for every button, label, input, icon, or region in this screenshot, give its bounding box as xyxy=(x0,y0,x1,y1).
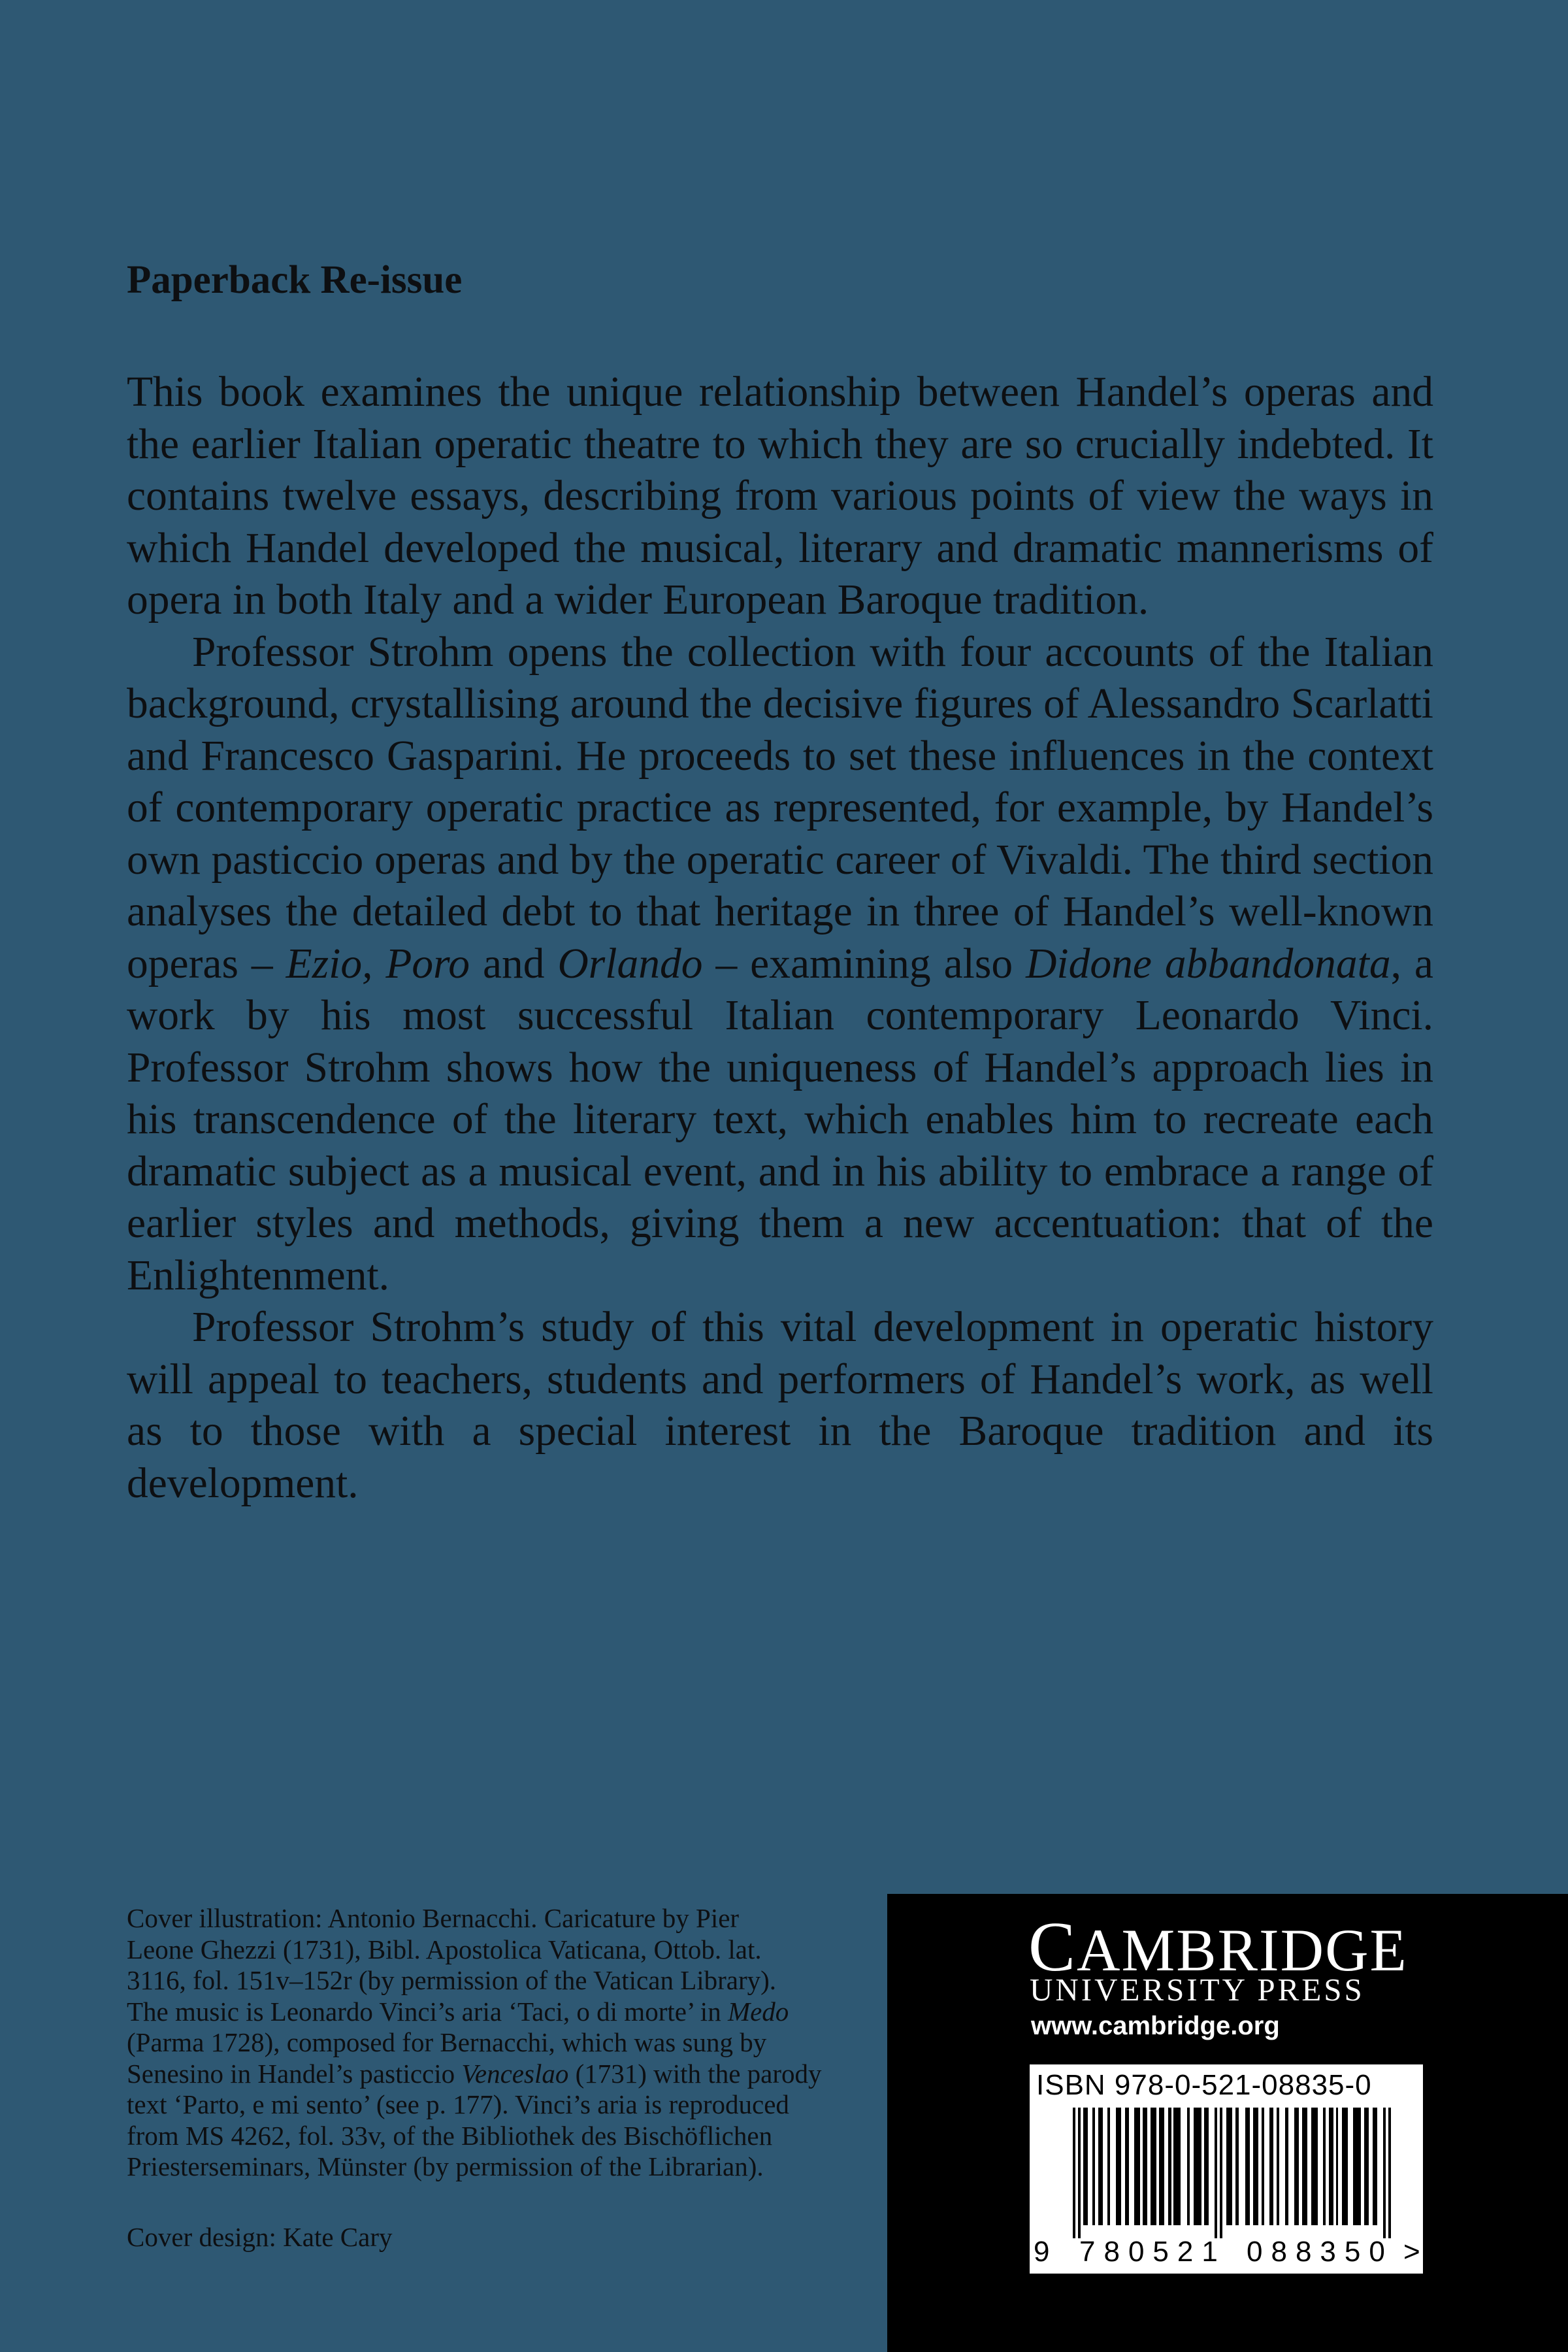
barcode-bar xyxy=(1373,2108,1377,2225)
barcode-bar xyxy=(1092,2108,1095,2225)
barcode-bar xyxy=(1159,2108,1164,2225)
barcode-bar xyxy=(1168,2108,1171,2225)
barcode-bar xyxy=(1125,2108,1129,2225)
barcode-bar xyxy=(1226,2108,1232,2225)
barcode-bar xyxy=(1143,2108,1147,2225)
barcode-bar xyxy=(1215,2108,1217,2238)
barcode-bar xyxy=(1311,2108,1318,2225)
barcode-bar xyxy=(1253,2108,1258,2225)
publisher-url: www.cambridge.org xyxy=(1031,2012,1280,2040)
section-heading: Paperback Re-issue xyxy=(127,258,463,302)
cover-design-credit: Cover design: Kate Cary xyxy=(127,2222,393,2252)
barcode-bar xyxy=(1194,2108,1201,2225)
description-paragraph-1: This book examines the unique relationship between Handel’s operas and the earlier Italian operatic theatre to which they are so crucially indebted. It contains twelve essays, describing from various points of view the ways in which Handel developed the musical, literary and dramatic mannerisms of opera in both Italy and a wider European Baroque tradition. xyxy=(127,369,1433,623)
barcode-bar xyxy=(1342,2108,1348,2225)
barcode-bar xyxy=(1098,2108,1103,2225)
barcode-bar xyxy=(1262,2108,1264,2225)
barcode-bar xyxy=(1204,2108,1209,2225)
barcode-bar xyxy=(1285,2108,1288,2225)
barcode-bar xyxy=(1078,2108,1081,2238)
isbn-number: ISBN 978-0-521-08835-0 xyxy=(1036,2069,1372,2101)
barcode-bar xyxy=(1329,2108,1333,2225)
barcode-bar xyxy=(1302,2108,1307,2225)
barcode-bar xyxy=(1220,2108,1222,2238)
barcode-bar xyxy=(1134,2108,1140,2225)
barcode-bar xyxy=(1173,2108,1181,2225)
barcode-bar xyxy=(1269,2108,1273,2225)
cover-illustration-credits: Cover illustration: Antonio Bernacchi. Caricature by Pier Leone Ghezzi (1731), Bibl. Apostolica Vaticana, Ottob. lat. 3116, fol. 151v–152r (by permission of the Vatican Library). The music is Leonardo Vinci’s aria ‘Taci, o di morte’ in Medo (Parma 1728), composed for Bernacchi, which was sung by Senesino in Handel’s pasticcio Venceslao (1731) with the parody text ‘Parto, e mi sento’ (see p. 177). Vinci’s aria is reproduced from MS 4262, fol. 33v, of the Bibliothek des Bischöflichen Priesterseminars, Münster (by permission of the Librarian). xyxy=(127,1903,822,2181)
publisher-subtitle: UNIVERSITY PRESS xyxy=(1030,1972,1365,2008)
isbn-barcode: ISBN 978-0-521-08835-0 9 780521 088350 > xyxy=(1030,2064,1423,2274)
barcode-bar xyxy=(1364,2108,1369,2225)
barcode-bar xyxy=(1383,2108,1386,2238)
barcode-bar xyxy=(1294,2108,1299,2225)
barcode-bar xyxy=(1336,2108,1338,2225)
barcode-bar xyxy=(1073,2108,1075,2238)
barcode-bar xyxy=(1187,2108,1190,2225)
barcode-bar xyxy=(1245,2108,1250,2225)
barcode-bar xyxy=(1353,2108,1361,2225)
barcode-bar xyxy=(1277,2108,1279,2225)
description-paragraph-2: Professor Strohm opens the collection with four accounts of the Italian background, crystallising around the decisive figures of Alessandro Scarlatti and Francesco Gasparini. He proceeds to set these influences in the context of contemporary operatic practice as represented, for example, by Handel’s own pasticcio operas and by the operatic career of Vivaldi. The third section analyses the detailed debt to that heritage in three of Handel’s well-known operas – Ezio, Poro and Orlando – examining also Didone abbandonata, a work by his most successful Italian contemporary Leonardo Vinci. Professor Strohm shows how the uniqueness of Handel’s approach lies in his transcendence of the literary text, which enables him to recreate each dramatic subject as a musical event, and in his ability to embrace a range of earlier styles and methods, giving them a new accentuation: that of the Enlightenment. xyxy=(127,628,1433,1299)
description-paragraph-3: Professor Strohm’s study of this vital development in operatic history will appeal to teachers, students and performers of Handel’s work, as well as to those with a special interest in the Baroque tradition and its development. xyxy=(127,1304,1433,1507)
barcode-bar xyxy=(1107,2108,1110,2225)
publisher-logo: CAMBRIDGE xyxy=(1028,1908,1408,1986)
barcode-bar xyxy=(1083,2108,1088,2225)
publisher-block xyxy=(887,1894,1568,2352)
barcode-bar xyxy=(1388,2108,1391,2238)
barcode-bar xyxy=(1151,2108,1156,2225)
book-description xyxy=(127,367,1433,1510)
barcode-bar xyxy=(1116,2108,1121,2225)
barcode-bars xyxy=(1036,2108,1416,2238)
barcode-bar xyxy=(1323,2108,1326,2225)
barcode-bar xyxy=(1235,2108,1239,2225)
